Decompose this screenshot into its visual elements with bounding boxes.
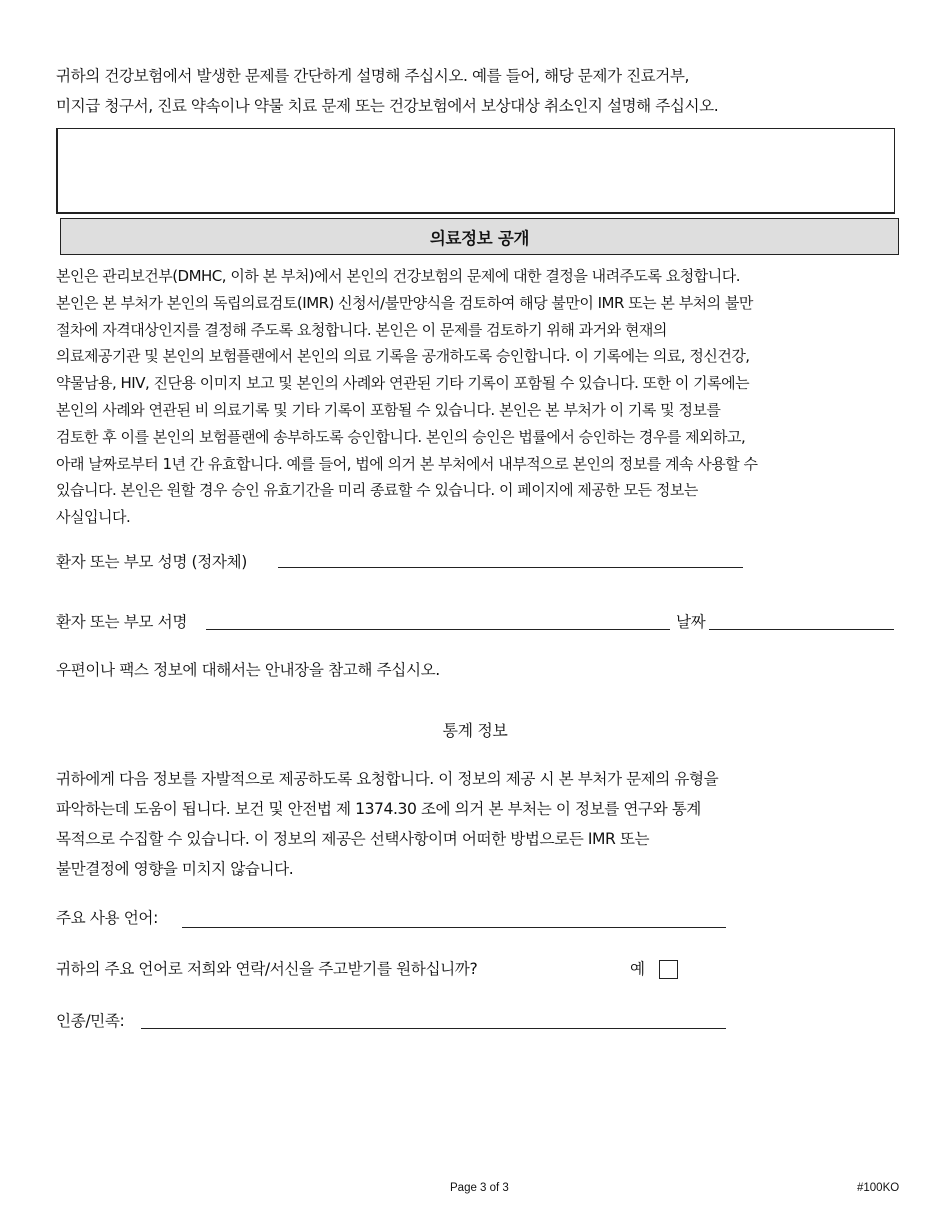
release-line: 의료제공기관 및 본인의 보험플랜에서 본인의 의료 기록을 공개하도록 승인합니다. 이 기록에는 의료, 정신건강, bbox=[56, 347, 750, 366]
date-label: 날짜 bbox=[676, 613, 706, 631]
stats-line: 귀하에게 다음 정보를 자발적으로 제공하도록 요청합니다. 이 정보의 제공 시 본 부처가 문제의 유형을 bbox=[56, 770, 719, 788]
release-line: 사실입니다. bbox=[56, 508, 131, 527]
patient-name-label: 환자 또는 부모 성명 (정자체) bbox=[56, 553, 247, 571]
intro-line-1: 귀하의 건강보험에서 발생한 문제를 간단하게 설명해 주십시오. 예를 들어, 해당 문제가 진료거부, bbox=[56, 67, 690, 85]
primary-language-line bbox=[182, 927, 726, 928]
stats-heading: 통계 정보 bbox=[442, 721, 508, 740]
release-line: 검토한 후 이를 본인의 보험플랜에 송부하도록 승인합니다. 본인의 승인은 법률에서 승인하는 경우를 제외하고, bbox=[56, 427, 746, 446]
release-line: 본인은 관리보건부(DMHC, 이하 본 부처)에서 본인의 건강보험의 문제에 대한 결정을 내려주도록 요청합니다. bbox=[56, 267, 741, 285]
release-line: 절차에 자격대상인지를 결정해 주도록 요청합니다. 본인은 이 문제를 검토하기 위해 과거와 현재의 bbox=[56, 320, 667, 339]
release-line: 약물남용, HIV, 진단용 이미지 보고 및 본인의 사례와 연관된 기타 기록이 포함될 수 있습니다. 또한 이 기록에는 bbox=[56, 374, 750, 393]
page-number: Page 3 of 3 bbox=[450, 1182, 509, 1194]
medical-release-heading-text: 의료정보 공개 bbox=[429, 228, 530, 248]
signature-input[interactable] bbox=[210, 609, 666, 627]
patient-name-input[interactable] bbox=[282, 548, 740, 566]
stats-line: 불만결정에 영향을 미치지 않습니다. bbox=[56, 860, 294, 878]
medical-release-heading bbox=[60, 218, 899, 255]
contact-language-question: 귀하의 주요 언어로 저희와 연락/서신을 주고받기를 원하십니까? bbox=[56, 960, 478, 978]
release-line: 아래 날짜로부터 1년 간 유효합니다. 예를 들어, 법에 의거 본 부처에서 내부적으로 본인의 정보를 계속 사용할 수 bbox=[56, 454, 758, 473]
stats-line: 파악하는데 도움이 됩니다. 보건 및 안전법 제 1374.30 조에 의거 본 부처는 이 정보를 연구와 통계 bbox=[56, 800, 701, 818]
form-code: #100KO bbox=[857, 1182, 900, 1194]
primary-language-label: 주요 사용 언어: bbox=[56, 909, 158, 927]
yes-checkbox[interactable] bbox=[659, 960, 678, 979]
signature-label: 환자 또는 부모 서명 bbox=[56, 613, 187, 631]
release-paragraph bbox=[56, 263, 757, 531]
release-line: 본인의 사례와 연관된 비 의료기록 및 기타 기록이 포함될 수 있습니다. 본인은 본 부처가 이 기록 및 정보를 bbox=[56, 400, 721, 419]
primary-language-input[interactable] bbox=[186, 906, 722, 924]
problem-description-input[interactable] bbox=[58, 129, 894, 212]
release-line: 본인은 본 부처가 본인의 독립의료검토(IMR) 신청서/불만양식을 검토하여 해당 불만이 IMR 또는 본 부처의 불만 bbox=[56, 293, 753, 312]
release-line: 있습니다. 본인은 원할 경우 승인 유효기간을 미리 종료할 수 있습니다. 이 페이지에 제공한 모든 정보는 bbox=[56, 481, 698, 500]
race-ethnicity-input[interactable] bbox=[145, 1008, 721, 1026]
patient-name-line bbox=[278, 567, 743, 568]
date-line bbox=[709, 629, 894, 630]
race-ethnicity-label: 인종/민족: bbox=[56, 1012, 125, 1030]
yes-label: 예 bbox=[630, 960, 645, 978]
mail-fax-note: 우편이나 팩스 정보에 대해서는 안내장을 참고해 주십시오. bbox=[56, 661, 440, 679]
problem-description-box[interactable] bbox=[56, 128, 895, 214]
intro-line-2: 미지급 청구서, 진료 약속이나 약물 치료 문제 또는 건강보험에서 보상대상 취소인지 설명해 주십시오. bbox=[56, 97, 719, 115]
date-input[interactable] bbox=[712, 609, 890, 627]
race-ethnicity-line bbox=[141, 1028, 726, 1029]
stats-line: 목적으로 수집할 수 있습니다. 이 정보의 제공은 선택사항이며 어떠한 방법으로든 IMR 또는 bbox=[56, 830, 650, 848]
stats-paragraph bbox=[56, 764, 718, 884]
signature-line bbox=[206, 629, 670, 630]
